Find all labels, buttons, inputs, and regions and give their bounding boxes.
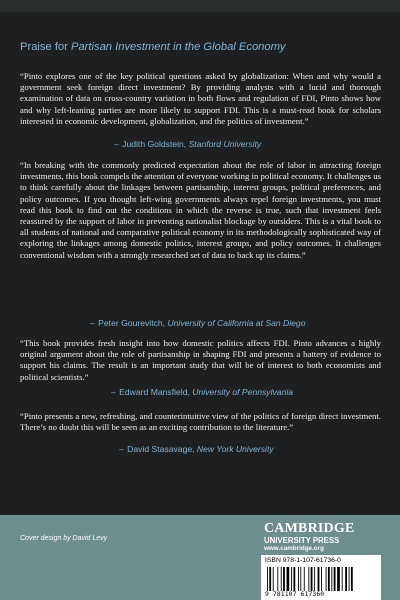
review-quote-3: “This book provides fresh insight into how domestic politics affects FDI. Pinto advances a highly original argument about the role of partisanship in shaping FDI and presents a battery of evidence to support his claims. The result is an important study that will be of interest to both economists and political scientists.” (20, 338, 381, 382)
praise-heading-prefix: Praise for (20, 41, 71, 53)
review-affiliation: University of Pennsylvania (192, 387, 294, 397)
cover-design-credit: Cover design by David Levy (20, 535, 108, 542)
review-affiliation: University of California at San Diego (167, 318, 306, 328)
review-quote-2: “In breaking with the commonly predicted expectation about the role of labor in attracting foreign investments, this book compels the attention of everyone working in political economy. It challenges us to think carefully about the linkages between partisanship, interest groups, political preferences, and policy outcomes. If you thought left-wing governments always repel foreign investments, you must read this book to find out the conditions in which the reverse is true, such that investment feels reassured by the support of labor in preventing nationalist blockage by outsiders. This is a vital book to all students of national and comparative political economy in its methodologically sophisticated way of exploring the linkages among domestic politics, interest groups, and policy outcomes. It challenges conventional wisdom with a strongly researched set of data to back up its claims.” (20, 160, 381, 260)
review-attribution-4 (119, 444, 274, 455)
publisher-footer (0, 515, 400, 600)
barcode-digits: 9 781107 617360 (265, 590, 325, 598)
publisher-url: www.cambridge.org (264, 545, 324, 552)
praise-heading (20, 40, 380, 54)
isbn-text: ISBN 978-1-107-61736-0 (265, 557, 341, 564)
attribution-dash: – (119, 444, 124, 454)
publisher-logo-text: CAMBRIDGE (264, 521, 355, 536)
review-affiliation: Stanford University (188, 139, 262, 149)
barcode-box (261, 555, 381, 600)
attribution-dash: – (111, 387, 116, 397)
attribution-dash: – (114, 139, 119, 149)
review-attribution-1 (114, 139, 261, 150)
review-attribution-2 (90, 318, 305, 329)
review-quote-4: “Pinto presents a new, refreshing, and counterintuitive view of the politics of foreign direct investment. There’s no doubt this will be seen as an exciting contribution to the literature.” (20, 411, 381, 433)
attribution-dash: – (90, 318, 95, 328)
barcode-icon (265, 567, 377, 591)
review-author: Edward Mansfield, (119, 387, 190, 397)
top-band (0, 0, 400, 12)
review-author: Peter Gourevitch, (98, 318, 166, 328)
review-author: David Stasavage, (127, 444, 195, 454)
review-quote-1: “Pinto explores one of the key political questions asked by globalization: When and why would a government seek foreign direct investment? By providing analysts with a lucid and thorough examination of data on cross-country variation in both flows and regulation of FDI, Pinto shows how and why left-leaning parties are more likely to support FDI. This is a must-read book for scholars interested in economic development, globalization, and the politics of investment.” (20, 71, 381, 126)
review-attribution-3 (111, 387, 293, 398)
review-author: Judith Goldstein, (122, 139, 187, 149)
book-title: Partisan Investment in the Global Economy (70, 41, 286, 53)
review-affiliation: New York University (196, 444, 274, 454)
publisher-press-text: UNIVERSITY PRESS (264, 536, 340, 545)
